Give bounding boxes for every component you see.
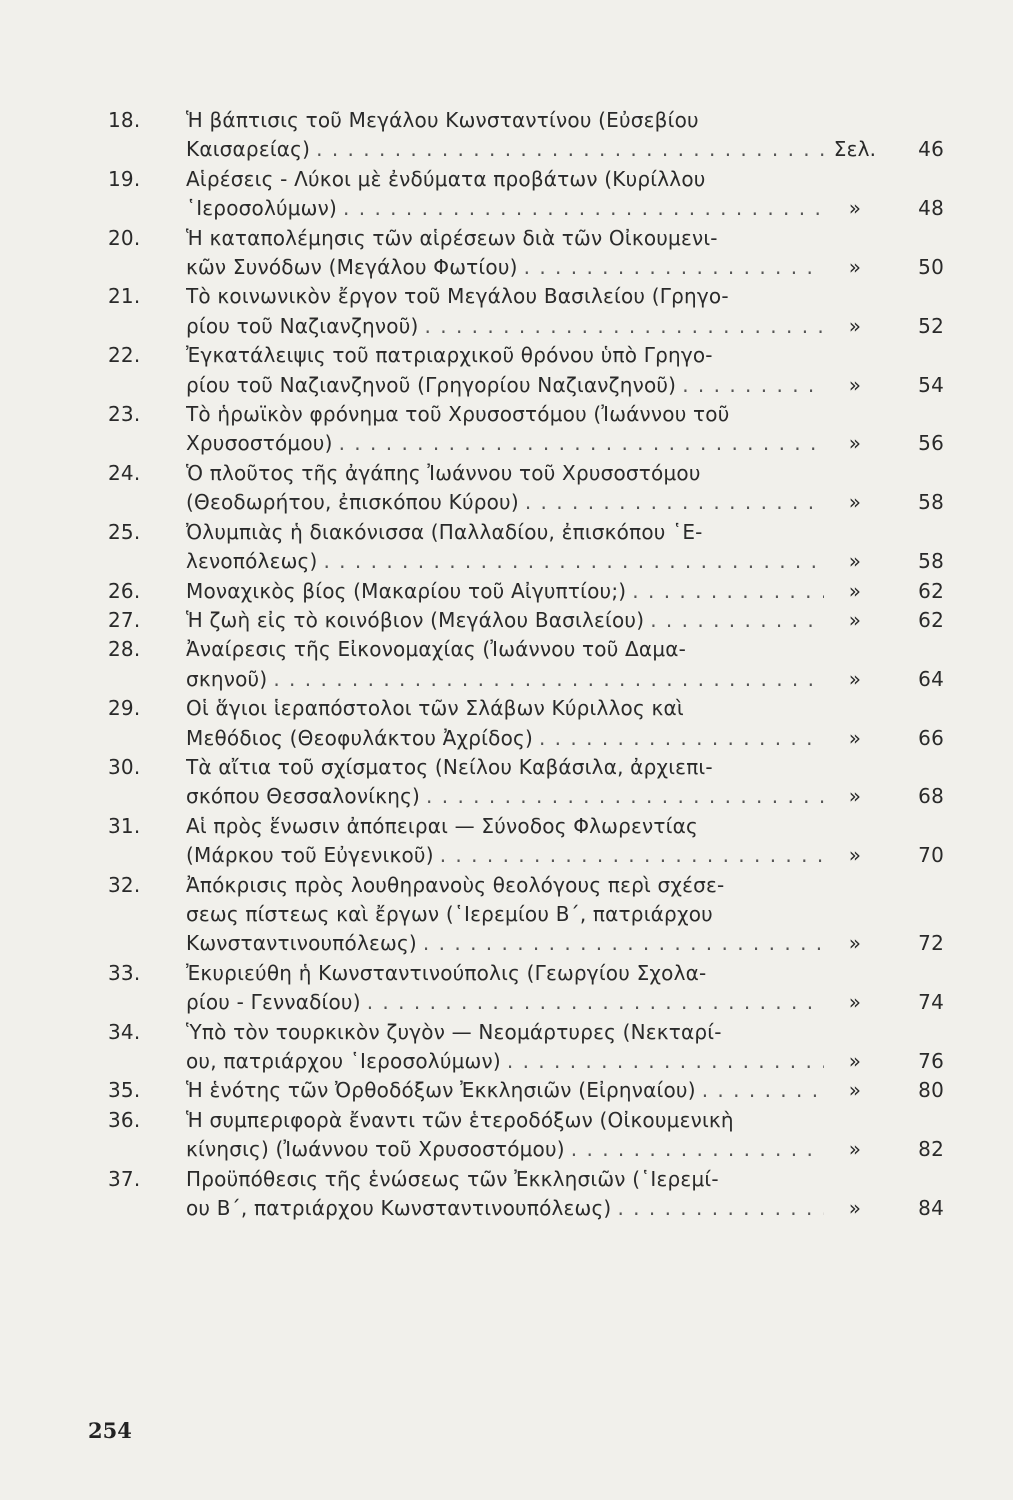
dot-leader — [426, 782, 824, 811]
dot-leader — [682, 371, 824, 400]
entry-title-line — [186, 194, 824, 223]
entry-page: 74 — [918, 990, 944, 1015]
entry-title-line — [186, 518, 824, 547]
dot-leader — [316, 135, 824, 164]
page-marker: » — [848, 372, 862, 397]
dot-leader — [367, 988, 824, 1017]
entry-title — [186, 1018, 824, 1077]
entry-number: 36. — [108, 1107, 141, 1132]
dot-leader — [571, 1135, 824, 1164]
page-marker: » — [848, 843, 862, 868]
entry-title-line — [186, 871, 824, 900]
dot-leader — [650, 606, 824, 635]
entry-title-line — [186, 459, 824, 488]
entry-page: 82 — [918, 1137, 944, 1162]
entry-title — [186, 871, 824, 959]
entry-title-line — [186, 812, 824, 841]
entry-title — [186, 1165, 824, 1224]
toc-entry — [108, 106, 944, 165]
entry-page: 62 — [918, 607, 944, 632]
toc-entry — [108, 224, 944, 283]
entry-page: 66 — [918, 725, 944, 750]
page-marker: » — [848, 666, 862, 691]
entry-title-line — [186, 841, 824, 870]
entry-title-line — [186, 635, 824, 664]
entry-title-text: Μεθόδιος (Θεοφυλάκτου Ἀχρίδος) — [186, 725, 533, 750]
entry-title-line — [186, 753, 824, 782]
entry-title-text: (Μάρκου τοῦ Εὐγενικοῦ) — [186, 843, 434, 868]
entry-number: 37. — [108, 1166, 141, 1191]
entry-title-text: κίνησις) (Ἰωάννου τοῦ Χρυσοστόμου) — [186, 1137, 565, 1162]
entry-title-line — [186, 371, 824, 400]
entry-title-text: Τὰ αἴτια τοῦ σχίσματος (Νείλου Καβάσιλα, ἀρχιεπι- — [186, 754, 713, 779]
entry-title-line — [186, 1047, 824, 1076]
entry-page: 50 — [918, 255, 944, 280]
entry-title-line — [186, 1106, 824, 1135]
page-marker: » — [848, 196, 862, 221]
entry-title-text: ρίου τοῦ Ναζιανζηνοῦ) — [186, 313, 419, 338]
toc-entry — [108, 635, 944, 694]
dot-leader — [702, 1076, 824, 1105]
entry-title — [186, 165, 824, 224]
entry-title-line — [186, 135, 824, 164]
entry-title-text: ρίου τοῦ Ναζιανζηνοῦ (Γρηγορίου Ναζιανζηνοῦ) — [186, 372, 677, 397]
page-marker: » — [848, 490, 862, 515]
entry-title — [186, 577, 824, 606]
entry-title-line — [186, 1018, 824, 1047]
entry-number: 28. — [108, 637, 141, 662]
page-marker: » — [848, 431, 862, 456]
entry-title-text: Κωνσταντινουπόλεως) — [186, 931, 417, 956]
dot-leader — [507, 1047, 824, 1076]
page-marker: » — [848, 784, 862, 809]
entry-title-text: Οἱ ἅγιοι ἱεραπόστολοι τῶν Σλάβων Κύριλλος καὶ — [186, 696, 684, 721]
page-number: 254 — [88, 1418, 132, 1443]
dot-leader — [323, 547, 824, 576]
entry-title-text: Ἡ ἑνότης τῶν Ὀρθοδόξων Ἐκκλησιῶν (Εἰρηναίου) — [186, 1078, 696, 1103]
entry-page: 48 — [918, 196, 944, 221]
entry-title-text: Ἀναίρεσις τῆς Εἰκονομαχίας (Ἰωάννου τοῦ Δαμα- — [186, 637, 687, 662]
entry-number: 33. — [108, 960, 141, 985]
page-marker: » — [848, 990, 862, 1015]
dot-leader — [423, 929, 824, 958]
entry-page: 76 — [918, 1049, 944, 1073]
entry-title-text: Ἀπόκρισις πρὸς λουθηρανοὺς θεολόγους περὶ σχέσε- — [186, 872, 725, 897]
entry-page: 64 — [918, 666, 944, 691]
toc-entry — [108, 959, 944, 1018]
entry-title-text: Προϋπόθεσις τῆς ἑνώσεως τῶν Ἐκκλησιῶν (῾Ιερεμί- — [186, 1166, 719, 1191]
entry-number: 35. — [108, 1078, 141, 1103]
entry-title-line — [186, 106, 824, 135]
entry-title-line — [186, 988, 824, 1017]
entry-page: 54 — [918, 372, 944, 397]
toc-entry — [108, 341, 944, 400]
entry-title-line — [186, 429, 824, 458]
dot-leader — [632, 577, 824, 606]
entry-page: 80 — [918, 1078, 944, 1103]
toc-entry — [108, 812, 944, 871]
entry-title-line — [186, 312, 824, 341]
entry-title-text: Ὁ πλοῦτος τῆς ἀγάπης Ἰωάννου τοῦ Χρυσοστόμου — [186, 460, 701, 485]
dot-leader — [339, 429, 824, 458]
entry-title-line — [186, 282, 824, 311]
entry-title — [186, 518, 824, 577]
toc-entry — [108, 753, 944, 812]
entry-page: 46 — [918, 137, 944, 162]
page-marker: » — [848, 725, 862, 750]
entry-title-text: Μοναχικὸς βίος (Μακαρίου τοῦ Αἰγυπτίου;) — [186, 578, 627, 603]
page-marker: » — [848, 313, 862, 338]
dot-leader — [524, 253, 824, 282]
entry-page: 72 — [918, 931, 944, 956]
entry-title-text: Ἐκυριεύθη ἡ Κωνσταντινούπολις (Γεωργίου Σχολα- — [186, 960, 707, 985]
entry-page: 52 — [918, 313, 944, 338]
entry-title-text: σκηνοῦ) — [186, 666, 268, 691]
entry-title — [186, 753, 824, 812]
toc-entry — [108, 165, 944, 224]
page-marker: » — [848, 1196, 862, 1221]
toc-entry — [108, 1018, 944, 1077]
entry-title — [186, 106, 824, 165]
entry-title — [186, 1106, 824, 1165]
entry-page: 68 — [918, 784, 944, 809]
entry-title-line — [186, 665, 824, 694]
entry-title — [186, 459, 824, 518]
entry-title-line — [186, 1076, 824, 1105]
entry-title — [186, 400, 824, 459]
entry-title-text: (Θεοδωρήτου, ἐπισκόπου Κύρου) — [186, 490, 519, 515]
toc-entry — [108, 577, 944, 606]
entry-title-line — [186, 165, 824, 194]
page-marker: » — [848, 549, 862, 574]
entry-title-text: Χρυσοστόμου) — [186, 431, 333, 456]
entry-title-text: Ἡ βάπτισις τοῦ Μεγάλου Κωνσταντίνου (Εὐσεβίου — [186, 108, 699, 132]
entry-page: 56 — [918, 431, 944, 456]
entry-title — [186, 812, 824, 871]
entry-title-text: σεως πίστεως καὶ ἔργων (῾Ιερεμίου Β΄, πατριάρχου — [186, 901, 713, 926]
table-of-contents — [108, 106, 944, 1223]
entry-title-text: κῶν Συνόδων (Μεγάλου Φωτίου) — [186, 255, 518, 280]
entry-number: 24. — [108, 460, 141, 485]
entry-number: 20. — [108, 225, 141, 250]
toc-entry — [108, 1076, 944, 1105]
entry-page: 62 — [918, 578, 944, 603]
entry-title — [186, 224, 824, 283]
entry-number: 32. — [108, 872, 141, 897]
entry-title-text: σκόπου Θεσσαλονίκης) — [186, 784, 421, 809]
dot-leader — [343, 194, 824, 223]
entry-page: 70 — [918, 843, 944, 868]
page-marker: » — [848, 255, 862, 280]
entry-title-line — [186, 782, 824, 811]
toc-entry — [108, 1106, 944, 1165]
toc-entry — [108, 606, 944, 635]
entry-number: 19. — [108, 166, 141, 191]
page-marker: » — [848, 578, 862, 603]
toc-entry — [108, 871, 944, 959]
entry-number: 31. — [108, 813, 141, 838]
entry-title-text: Ἡ συμπεριφορὰ ἔναντι τῶν ἑτεροδόξων (Οἰκουμενικὴ — [186, 1107, 734, 1132]
entry-title-text: ου Β΄, πατριάρχου Κωνσταντινουπόλεως) — [186, 1196, 612, 1221]
dot-leader — [273, 665, 824, 694]
entry-title-text: Ἐγκατάλειψις τοῦ πατριαρχικοῦ θρόνου ὑπὸ Γρηγο- — [186, 343, 713, 368]
entry-number: 29. — [108, 696, 141, 721]
entry-title — [186, 341, 824, 400]
entry-number: 25. — [108, 519, 141, 544]
dot-leader — [440, 841, 824, 870]
entry-number: 30. — [108, 754, 141, 779]
entry-title-line — [186, 488, 824, 517]
entry-title-text: Τὸ ἡρωϊκὸν φρόνημα τοῦ Χρυσοστόμου (Ἰωάννου τοῦ — [186, 402, 730, 427]
entry-title-text: Καισαρείας) — [186, 137, 311, 162]
entry-title-line — [186, 694, 824, 723]
page-marker: » — [848, 931, 862, 956]
entry-title-text: Αἱρέσεις - Λύκοι μὲ ἐνδύματα προβάτων (Κυρίλλου — [186, 166, 706, 191]
entry-title-line — [186, 224, 824, 253]
entry-title-text: ῾Ιεροσολύμων) — [186, 196, 338, 221]
entry-number: 22. — [108, 343, 141, 368]
entry-title-line — [186, 400, 824, 429]
entry-title-text: Τὸ κοινωνικὸν ἔργον τοῦ Μεγάλου Βασιλείου (Γρηγο- — [186, 284, 729, 309]
entry-title-text: Ὑπὸ τὸν τουρκικὸν ζυγὸν — Νεομάρτυρες (Νεκταρί- — [186, 1019, 722, 1044]
entry-title-line — [186, 253, 824, 282]
toc-entry — [108, 518, 944, 577]
entry-title-text: Ἡ ζωὴ εἰς τὸ κοινόβιον (Μεγάλου Βασιλείου) — [186, 607, 645, 632]
dot-leader — [539, 724, 824, 753]
dot-leader — [617, 1194, 824, 1223]
entry-number: 18. — [108, 108, 141, 132]
entry-title — [186, 1076, 824, 1105]
entry-title-line — [186, 577, 824, 606]
entry-title-text: ρίου - Γενναδίου) — [186, 990, 361, 1015]
entry-title-text: ου, πατριάρχου ῾Ιεροσολύμων) — [186, 1049, 501, 1073]
entry-page: 84 — [918, 1196, 944, 1221]
page-marker: Σελ. — [833, 137, 877, 162]
entry-title-line — [186, 900, 824, 929]
page-marker: » — [848, 1078, 862, 1103]
entry-title-text: Αἱ πρὸς ἕνωσιν ἀπόπειραι — Σύνοδος Φλωρεντίας — [186, 813, 698, 838]
entry-title-line — [186, 724, 824, 753]
entry-title — [186, 959, 824, 1018]
entry-title-line — [186, 1135, 824, 1164]
dot-leader — [425, 312, 824, 341]
entry-number: 27. — [108, 607, 141, 632]
entry-title-text: λενοπόλεως) — [186, 549, 318, 574]
entry-title — [186, 694, 824, 753]
entry-title — [186, 606, 824, 635]
entry-number: 23. — [108, 402, 141, 427]
toc-entry — [108, 1165, 944, 1224]
entry-number: 21. — [108, 284, 141, 309]
entry-number: 34. — [108, 1019, 141, 1044]
entry-title — [186, 282, 824, 341]
entry-title — [186, 635, 824, 694]
entry-title-line — [186, 341, 824, 370]
entry-title-line — [186, 606, 824, 635]
entry-page: 58 — [918, 549, 944, 574]
entry-title-line — [186, 1194, 824, 1223]
page-marker: » — [848, 1049, 862, 1073]
entry-title-text: Ἡ καταπολέμησις τῶν αἱρέσεων διὰ τῶν Οἰκουμενι- — [186, 225, 718, 250]
page-marker: » — [848, 607, 862, 632]
entry-title-line — [186, 959, 824, 988]
toc-entry — [108, 282, 944, 341]
toc-entry — [108, 459, 944, 518]
dot-leader — [525, 488, 824, 517]
entry-page: 58 — [918, 490, 944, 515]
entry-title-text: Ὀλυμπιὰς ἡ διακόνισσα (Παλλαδίου, ἐπισκόπου ῾Ε- — [186, 519, 703, 544]
page-marker: » — [848, 1137, 862, 1162]
entry-title-line — [186, 1165, 824, 1194]
entry-number: 26. — [108, 578, 141, 603]
entry-title-line — [186, 929, 824, 958]
toc-entry — [108, 694, 944, 753]
entry-title-line — [186, 547, 824, 576]
toc-entry — [108, 400, 944, 459]
